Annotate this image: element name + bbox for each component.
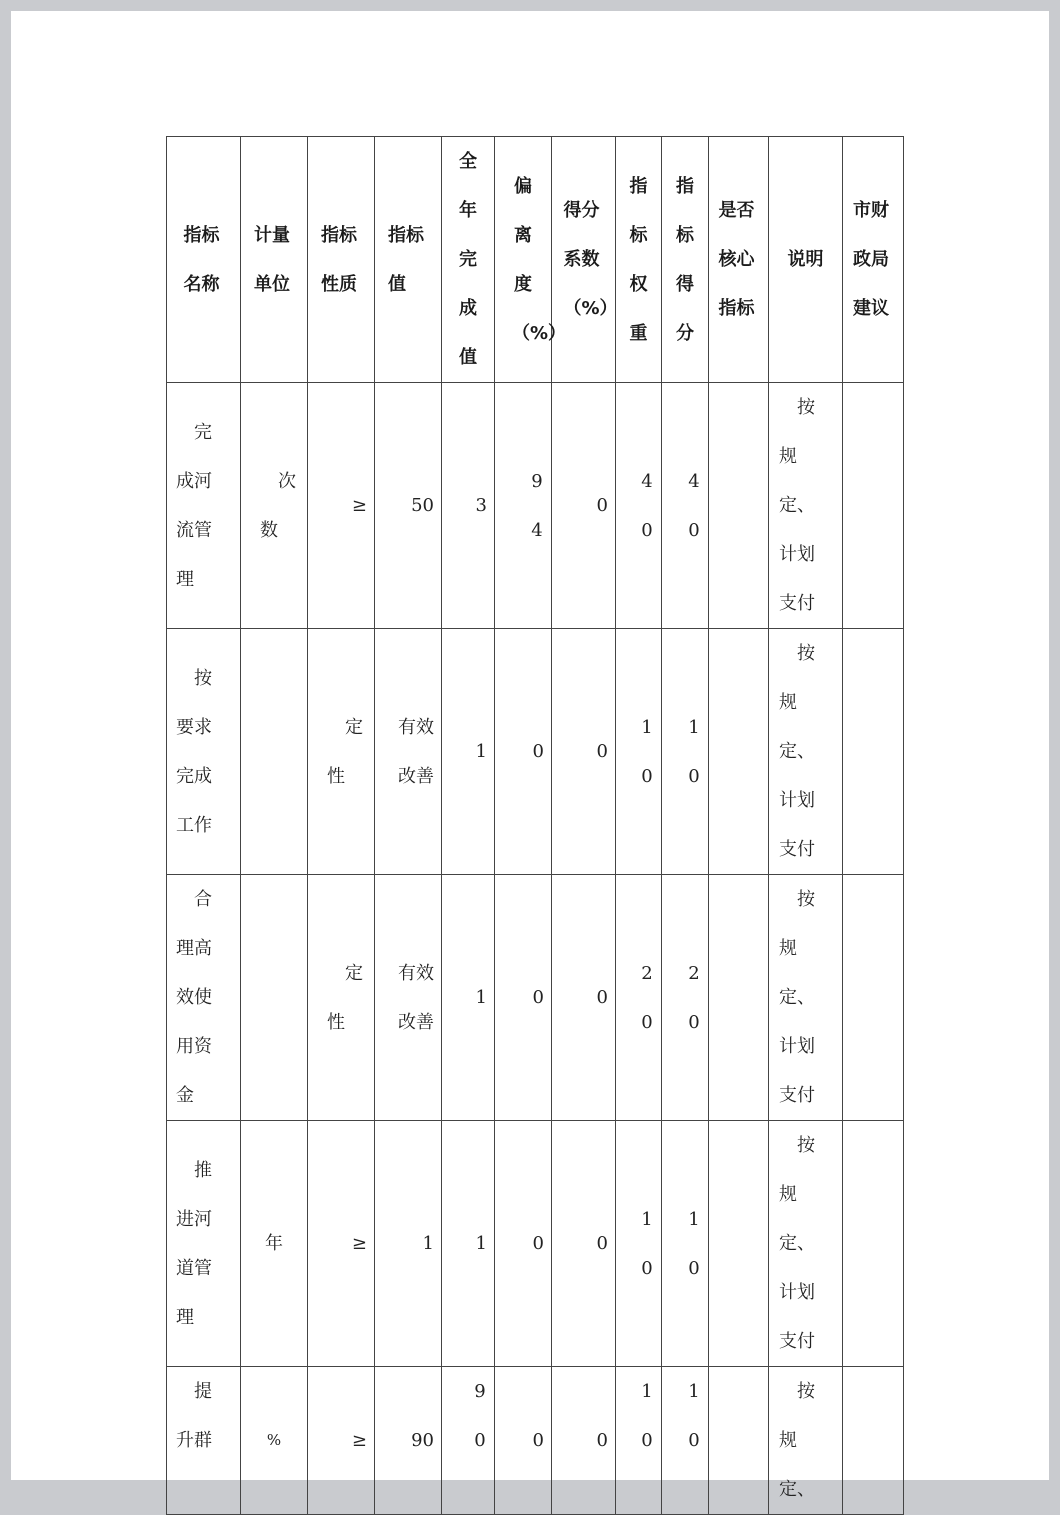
core-cell — [709, 875, 769, 1121]
header-cell — [769, 137, 843, 383]
weight-cell — [616, 1121, 662, 1367]
coefficient-text: 0 — [596, 1430, 608, 1451]
header-label: 说明 — [787, 249, 824, 270]
deviation-cell — [495, 875, 552, 1121]
value-cell — [375, 629, 442, 875]
value-text: 有效改善 — [398, 716, 434, 787]
core-cell — [709, 1121, 769, 1367]
deviation-cell — [495, 629, 552, 875]
actual-cell — [442, 875, 495, 1121]
coefficient-cell — [552, 629, 616, 875]
note-text: 按规定、计划支付 — [779, 1135, 815, 1352]
score-text: 10 — [688, 1208, 700, 1279]
weight-cell — [616, 629, 662, 875]
note-text: 按规定、计划支付 — [779, 397, 815, 614]
value-text: 1 — [422, 1233, 434, 1254]
table-row — [167, 875, 904, 1121]
weight-text: 40 — [641, 470, 653, 541]
header-cell — [442, 137, 495, 383]
nature-cell — [308, 629, 375, 875]
nature-text: ≥ — [351, 1430, 367, 1451]
deviation-cell — [495, 1367, 552, 1515]
coefficient-cell — [552, 1121, 616, 1367]
score-text: 40 — [688, 470, 700, 541]
actual-cell — [442, 1367, 495, 1515]
indicator-name — [167, 383, 241, 629]
weight-text: 10 — [641, 1208, 653, 1279]
deviation-text: 0 — [532, 1233, 544, 1254]
nature-cell — [308, 383, 375, 629]
score-cell — [662, 1121, 709, 1367]
header-cell — [308, 137, 375, 383]
indicator-name — [167, 1367, 241, 1515]
header-cell — [375, 137, 442, 383]
note-cell — [769, 1121, 843, 1367]
score-cell — [662, 629, 709, 875]
score-cell — [662, 875, 709, 1121]
table-row — [167, 629, 904, 875]
score-text: 20 — [688, 962, 700, 1033]
note-text: 按规定、计划支付 — [779, 643, 815, 860]
actual-cell — [442, 383, 495, 629]
indicator-name-text: 推进河道管理 — [176, 1159, 212, 1328]
nature-cell — [308, 1121, 375, 1367]
coefficient-cell — [552, 875, 616, 1121]
coefficient-text: 0 — [596, 741, 608, 762]
table-row — [167, 1367, 904, 1515]
advice-cell — [843, 1121, 904, 1367]
score-cell — [662, 383, 709, 629]
core-cell — [709, 629, 769, 875]
indicator-name-text: 合理高效使用资金 — [176, 889, 212, 1106]
header-row — [167, 137, 904, 383]
header-cell — [709, 137, 769, 383]
header-label: 计量单位 — [254, 224, 290, 295]
table-row — [167, 1121, 904, 1367]
score-text: 10 — [688, 716, 700, 787]
indicator-name-text: 提升群 — [176, 1381, 212, 1451]
header-label: 全年完成值 — [459, 151, 477, 368]
deviation-cell — [495, 1121, 552, 1367]
coefficient-cell — [552, 1367, 616, 1515]
weight-cell — [616, 1367, 662, 1515]
nature-cell — [308, 875, 375, 1121]
header-label: 指标得分 — [676, 175, 694, 344]
score-cell — [662, 1367, 709, 1515]
header-label: 偏离度（%） — [512, 175, 567, 344]
value-text: 50 — [411, 495, 434, 516]
header-label: 市财政局建议 — [853, 200, 889, 319]
actual-cell — [442, 629, 495, 875]
actual-text: 1 — [475, 987, 487, 1008]
value-cell — [375, 383, 442, 629]
actual-cell — [442, 1121, 495, 1367]
unit-cell — [241, 1367, 308, 1515]
document-page — [11, 11, 1049, 1500]
score-text: 10 — [688, 1381, 700, 1451]
header-label: 指标性质 — [321, 224, 357, 295]
indicator-name — [167, 629, 241, 875]
note-cell — [769, 875, 843, 1121]
nature-cell — [308, 1367, 375, 1515]
unit-cell — [241, 383, 308, 629]
note-text: 按规定、 — [779, 1381, 815, 1500]
deviation-text: 94 — [531, 470, 543, 541]
core-cell — [709, 1367, 769, 1515]
advice-cell — [843, 629, 904, 875]
unit-text: % — [266, 1431, 282, 1449]
header-label: 指标名称 — [183, 224, 220, 295]
value-cell — [375, 1121, 442, 1367]
header-cell — [495, 137, 567, 383]
header-cell — [662, 137, 709, 383]
header-cell — [167, 137, 241, 383]
weight-text: 20 — [641, 962, 653, 1033]
note-text: 按规定、计划支付 — [779, 889, 815, 1106]
performance-indicator-table — [166, 136, 904, 1515]
unit-text: 年 — [265, 1233, 283, 1254]
header-label: 是否核心指标 — [718, 200, 755, 319]
note-cell — [769, 629, 843, 875]
indicator-name-text: 按要求完成工作 — [176, 667, 212, 836]
actual-text: 1 — [475, 1233, 487, 1254]
unit-cell — [241, 875, 308, 1121]
indicator-name-text: 完成河流管理 — [176, 421, 212, 590]
nature-text: 定性 — [327, 716, 363, 787]
header-cell — [241, 137, 308, 383]
nature-text: ≥ — [351, 495, 367, 516]
actual-text: 1 — [475, 741, 487, 762]
weight-text: 10 — [641, 1381, 653, 1451]
value-text: 有效改善 — [398, 962, 434, 1033]
value-cell — [375, 875, 442, 1121]
coefficient-text: 0 — [596, 495, 608, 516]
coefficient-text: 0 — [596, 1233, 608, 1254]
actual-text: 3 — [475, 495, 487, 516]
header-cell — [843, 137, 904, 383]
nature-text: ≥ — [351, 1233, 367, 1254]
core-cell — [709, 383, 769, 629]
deviation-cell — [495, 383, 552, 629]
note-cell — [769, 1367, 843, 1515]
nature-text: 定性 — [327, 962, 363, 1033]
coefficient-cell — [552, 383, 616, 629]
advice-cell — [843, 383, 904, 629]
header-label: 指标值 — [388, 224, 424, 295]
deviation-text: 0 — [532, 741, 544, 762]
header-cell — [552, 137, 616, 383]
unit-cell — [241, 1121, 308, 1367]
advice-cell — [843, 875, 904, 1121]
weight-cell — [616, 383, 662, 629]
advice-cell — [843, 1367, 904, 1515]
weight-text: 10 — [641, 716, 653, 787]
unit-text: 次数 — [260, 470, 296, 541]
indicator-name — [167, 1121, 241, 1367]
deviation-text: 0 — [532, 1430, 544, 1451]
deviation-text: 0 — [532, 987, 544, 1008]
indicator-name — [167, 875, 241, 1121]
table-row — [167, 383, 904, 629]
value-cell — [375, 1367, 442, 1515]
weight-cell — [616, 875, 662, 1121]
actual-text: 90 — [474, 1381, 486, 1451]
header-cell — [616, 137, 662, 383]
value-text: 90 — [411, 1430, 434, 1451]
coefficient-text: 0 — [596, 987, 608, 1008]
unit-cell — [241, 629, 308, 875]
note-cell — [769, 383, 843, 629]
header-label: 得分系数（%） — [563, 200, 618, 319]
header-label: 指标权重 — [629, 175, 648, 344]
